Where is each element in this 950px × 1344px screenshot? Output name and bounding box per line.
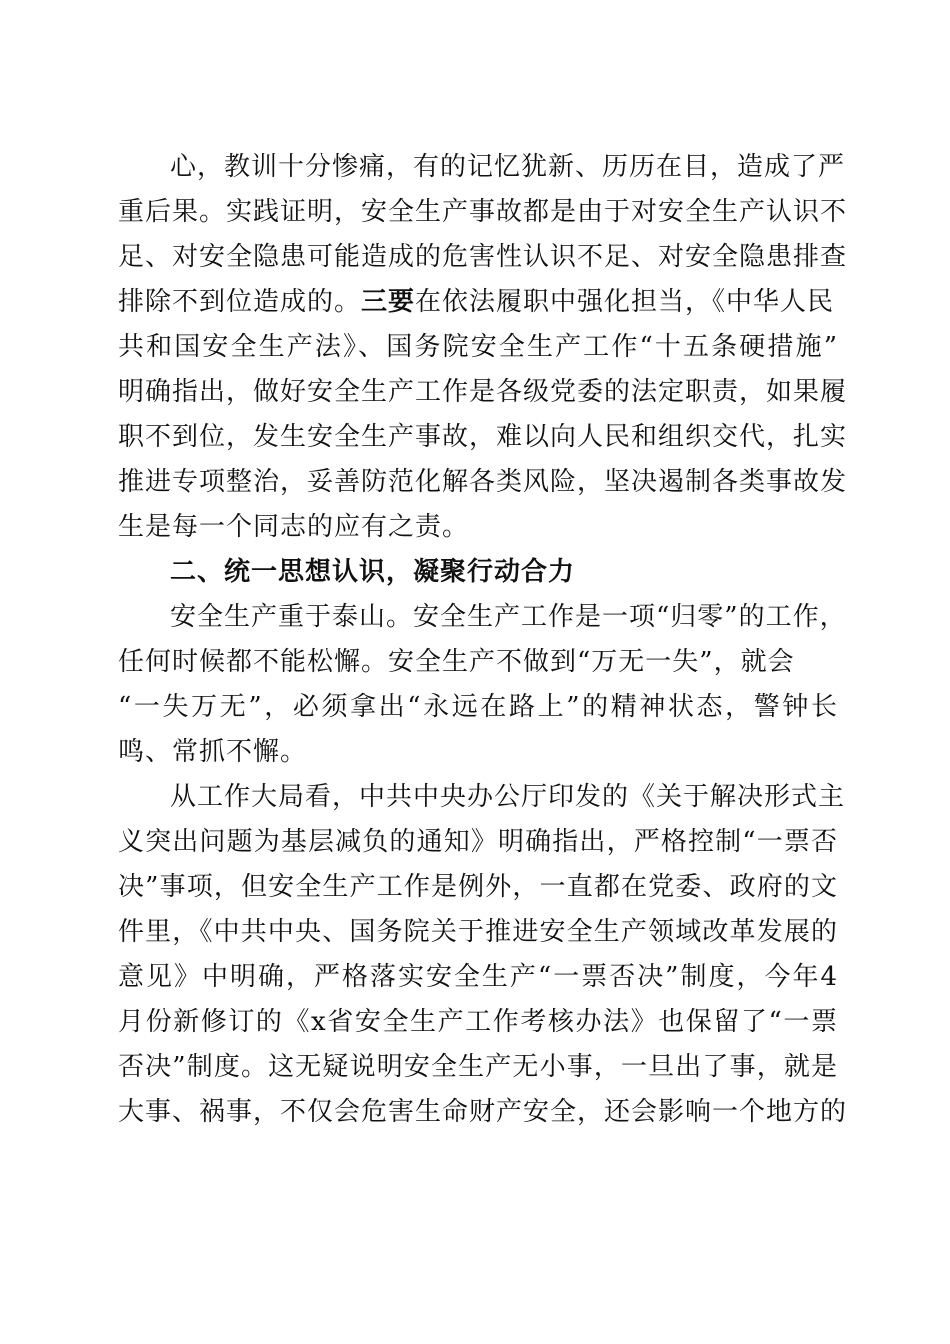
paragraph-line-18: 意见》中明确，严格落实安全生产“一票否决”制度，今年4 bbox=[118, 962, 838, 992]
paragraph-line-14: 从工作大局看，中共中央办公厅印发的《关于解决形式主 bbox=[170, 782, 846, 812]
paragraph-line-1: 心，教训十分惨痛，有的记忆犹新、历历在目，造成了严 bbox=[170, 152, 846, 182]
paragraph-line-21: 大事、祸事，不仅会危害生命财产安全，还会影响一个地方的 bbox=[118, 1097, 848, 1127]
paragraph-line-13: 鸣、常抓不懈。 bbox=[118, 737, 308, 767]
paragraph-line-8: 推进专项整治，妥善防范化解各类风险，坚决遏制各类事故发 bbox=[118, 467, 848, 497]
section-heading: 二、统一思想认识，凝聚行动合力 bbox=[170, 557, 576, 587]
line-4-tail: 在依法履职中强化担当，《中华人民 bbox=[415, 287, 835, 317]
paragraph-line-9: 生是每一个同志的应有之责。 bbox=[118, 512, 470, 542]
paragraph-line-12: “一失万无”，必须拿出“永远在路上”的精神状态，警钟长 bbox=[118, 692, 838, 722]
paragraph-line-4 bbox=[118, 282, 838, 322]
paragraph-line-5: 共和国安全生产法》、国务院安全生产工作“十五条硬措施” bbox=[118, 332, 838, 362]
paragraph-line-15: 义突出问题为基层减负的通知》明确指出，严格控制“一票否 bbox=[118, 827, 838, 857]
paragraph-line-2: 重后果。实践证明，安全生产事故都是由于对安全生产认识不 bbox=[118, 197, 848, 227]
line-4-text: 排除不到位造成的。 bbox=[118, 287, 362, 317]
paragraph-line-17: 件里，《中共中央、国务院关于推进安全生产领域改革发展的 bbox=[118, 917, 838, 947]
paragraph-line-19: 月份新修订的《x省安全生产工作考核办法》也保留了“一票 bbox=[118, 1007, 838, 1037]
paragraph-line-20: 否决”制度。这无疑说明安全生产无小事，一旦出了事，就是 bbox=[118, 1052, 838, 1082]
paragraph-line-6: 明确指出，做好安全生产工作是各级党委的法定职责，如果履 bbox=[118, 377, 848, 407]
paragraph-line-10: 安全生产重于泰山。安全生产工作是一项“归零”的工作， bbox=[170, 602, 847, 632]
paragraph-line-11: 任何时候都不能松懈。安全生产不做到“万无一失”，就会 bbox=[118, 647, 795, 677]
paragraph-line-7: 职不到位，发生安全生产事故，难以向人民和组织交代，扎实 bbox=[118, 422, 848, 452]
paragraph-line-16: 决”事项，但安全生产工作是例外，一直都在党委、政府的文 bbox=[118, 872, 838, 902]
paragraph-line-3: 足、对安全隐患可能造成的危害性认识不足、对安全隐患排查 bbox=[118, 242, 848, 272]
emphasis-san-yao: 三要 bbox=[361, 287, 416, 317]
